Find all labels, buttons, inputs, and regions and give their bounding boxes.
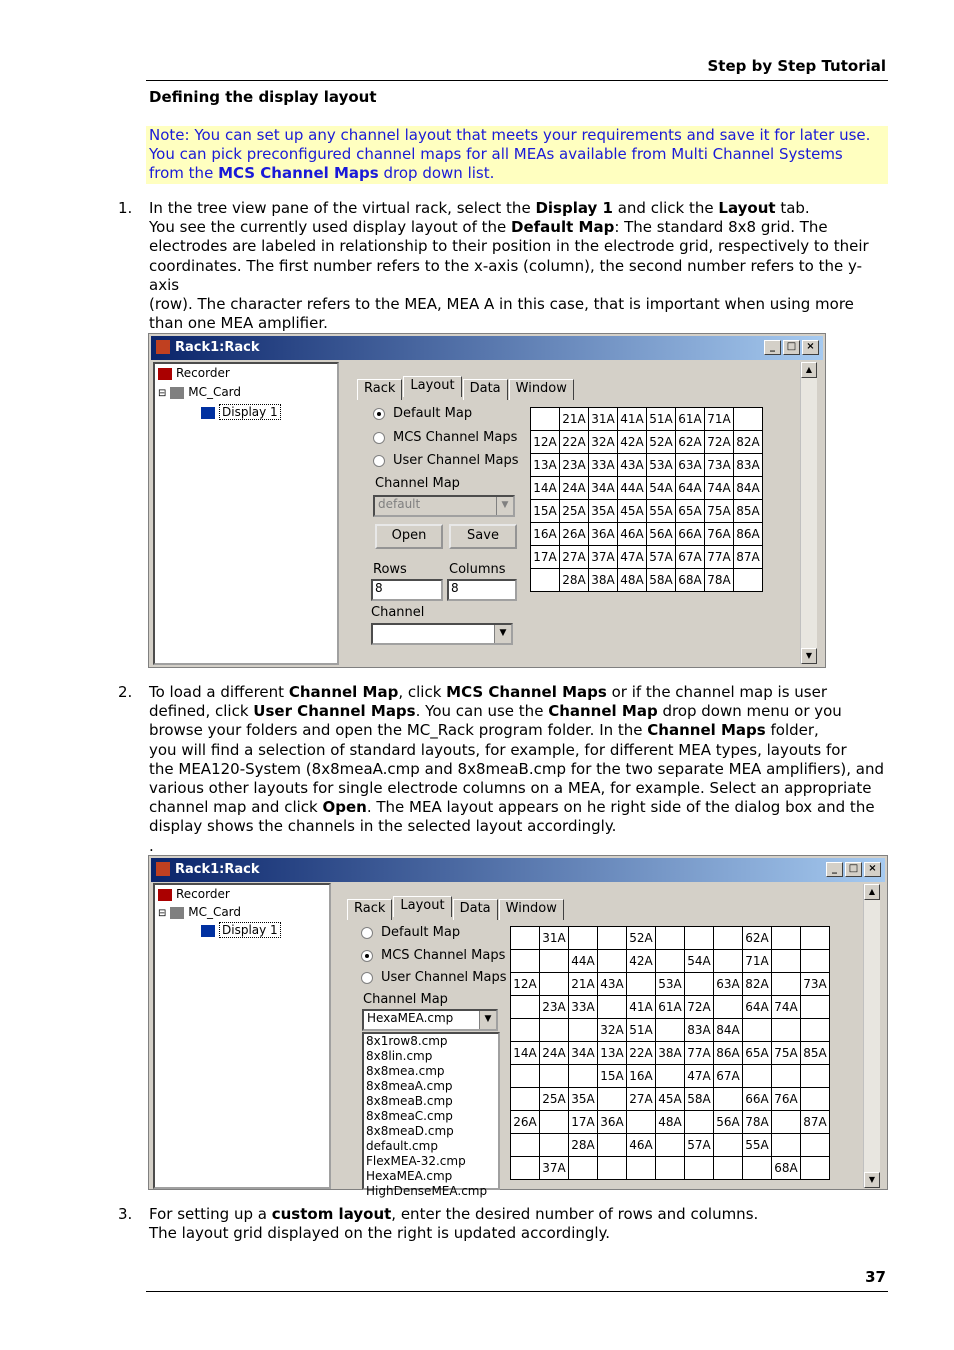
grid-cell: 13A <box>531 454 560 477</box>
grid-cell <box>531 569 560 592</box>
grid-cell: 37A <box>540 1157 569 1180</box>
grid-row <box>531 569 763 592</box>
step-2-text: To load a different Channel Map, click MCS Channel Maps or if the channel map is user defined, click User Channel Maps. You can use the Channel Map drop down menu or you browse your folders and open the MC_Rack program folder. In the Channel Maps folder, you will find a selection of standard layouts, for example, for different MEA types, layouts for the MEA120-System (8x8meaA.cmp and 8x8meaB.cmp for the two separate MEA amplifiers), and various other layouts for single electrode columns on a MEA, for example. Select an appropriate channel map and click Open. The MEA layout appears on he right side of the dialog box and the display shows the channels in the selected layout accordingly. . <box>149 683 885 855</box>
grid-cell: 42A <box>618 431 647 454</box>
grid-row <box>531 546 763 569</box>
grid-cell: 82A <box>743 973 772 996</box>
grid-cell: 51A <box>627 1019 656 1042</box>
grid-cell <box>598 950 627 973</box>
grid-cell: 27A <box>627 1088 656 1111</box>
grid-cell: 45A <box>656 1088 685 1111</box>
grid-cell: 68A <box>676 569 705 592</box>
grid-cell <box>801 927 830 950</box>
grid-cell: 66A <box>743 1088 772 1111</box>
grid-cell: 31A <box>540 927 569 950</box>
radio-mcs-channel-maps[interactable]: MCS Channel Maps <box>361 948 505 963</box>
grid-cell <box>511 1065 540 1088</box>
grid-cell <box>540 973 569 996</box>
note-line-1: Note: You can set up any channel layout that meets your requirements and save it for later use. <box>149 126 871 144</box>
list-item[interactable]: FlexMEA-32.cmp <box>366 1154 466 1168</box>
grid-cell: 75A <box>705 500 734 523</box>
window-title: Rack1:Rack <box>175 862 260 877</box>
grid-cell: 21A <box>569 973 598 996</box>
grid-cell: 35A <box>569 1088 598 1111</box>
grid-cell <box>714 1088 743 1111</box>
channel-dropdown[interactable] <box>371 623 513 645</box>
grid-cell <box>598 927 627 950</box>
grid-cell <box>511 950 540 973</box>
radio-user-channel-maps[interactable]: User Channel Maps <box>373 453 518 468</box>
grid-cell <box>531 408 560 431</box>
grid-cell: 35A <box>589 500 618 523</box>
grid-cell: 34A <box>569 1042 598 1065</box>
grid-cell: 77A <box>705 546 734 569</box>
tree-item-mc-card[interactable]: ⊟ MC_Card <box>158 385 242 399</box>
grid-cell: 27A <box>560 546 589 569</box>
grid-cell: 25A <box>540 1088 569 1111</box>
channel-map-dropdown[interactable]: default ▼ <box>373 495 515 517</box>
grid-cell: 73A <box>705 454 734 477</box>
grid-row <box>511 1042 830 1065</box>
grid-cell <box>569 1019 598 1042</box>
note-line-2: You can pick preconfigured channel maps for all MEAs available from Multi Channel Systems <box>149 145 843 164</box>
grid-cell: 72A <box>685 996 714 1019</box>
grid-row <box>511 1111 830 1134</box>
tab-data[interactable]: Data <box>463 379 508 400</box>
tab-window[interactable]: Window <box>509 379 574 400</box>
grid-cell: 47A <box>685 1065 714 1088</box>
grid-cell: 45A <box>618 500 647 523</box>
tree-item-mc-card[interactable]: ⊟ MC_Card <box>158 905 242 919</box>
tree-item-recorder[interactable]: Recorder <box>158 887 230 901</box>
grid-cell: 77A <box>685 1042 714 1065</box>
grid-cell: 63A <box>676 454 705 477</box>
chevron-down-icon: ▼ <box>496 497 513 515</box>
tab-rack[interactable]: Rack <box>347 899 392 920</box>
grid-cell: 32A <box>589 431 618 454</box>
section-header: Step by Step Tutorial <box>707 57 886 75</box>
grid-cell: 48A <box>656 1111 685 1134</box>
grid-cell <box>772 973 801 996</box>
rack-window-2 <box>148 855 888 1198</box>
save-button[interactable]: Save <box>449 524 517 549</box>
tab-window[interactable]: Window <box>499 899 564 920</box>
grid-cell: 57A <box>685 1134 714 1157</box>
grid-cell: 62A <box>676 431 705 454</box>
note-line-3: from the MCS Channel Maps drop down list. <box>149 164 495 183</box>
grid-cell <box>627 1157 656 1180</box>
grid-cell: 47A <box>618 546 647 569</box>
tab-layout[interactable]: Layout <box>403 376 461 397</box>
grid-cell <box>801 1134 830 1157</box>
card-icon <box>170 907 184 919</box>
grid-cell: 76A <box>705 523 734 546</box>
grid-cell: 33A <box>589 454 618 477</box>
grid-cell: 17A <box>569 1111 598 1134</box>
step-3-number: 3. <box>118 1205 133 1223</box>
grid-cell <box>714 996 743 1019</box>
grid-row <box>511 1157 830 1180</box>
grid-cell: 52A <box>627 927 656 950</box>
grid-cell <box>743 1019 772 1042</box>
scroll-up-icon[interactable]: ▲ <box>864 884 880 900</box>
grid-cell: 65A <box>676 500 705 523</box>
grid-cell: 67A <box>714 1065 743 1088</box>
grid-cell: 16A <box>627 1065 656 1088</box>
grid-cell <box>511 1134 540 1157</box>
grid-cell <box>540 950 569 973</box>
grid-cell: 12A <box>511 973 540 996</box>
grid-cell: 74A <box>772 996 801 1019</box>
grid-row <box>531 523 763 546</box>
grid-cell: 57A <box>647 546 676 569</box>
grid-cell <box>511 1088 540 1111</box>
grid-cell: 41A <box>627 996 656 1019</box>
channel-map-label: Channel Map <box>363 992 448 1007</box>
grid-cell <box>598 996 627 1019</box>
maximize-button[interactable]: □ <box>845 862 862 877</box>
grid-cell <box>656 1065 685 1088</box>
tab-bar <box>357 379 575 400</box>
grid-cell: 12A <box>531 431 560 454</box>
grid-cell <box>772 1134 801 1157</box>
grid-cell <box>598 1134 627 1157</box>
grid-cell: 43A <box>598 973 627 996</box>
columns-label: Columns <box>449 562 506 577</box>
channel-map-label: Channel Map <box>375 476 460 491</box>
grid-cell: 85A <box>734 500 763 523</box>
grid-cell <box>685 927 714 950</box>
grid-cell: 26A <box>511 1111 540 1134</box>
scroll-down-icon[interactable]: ▼ <box>864 1172 880 1188</box>
display-icon <box>201 925 215 937</box>
grid-cell: 32A <box>598 1019 627 1042</box>
scrollbar[interactable] <box>863 884 880 1188</box>
grid-cell <box>714 927 743 950</box>
grid-cell: 84A <box>714 1019 743 1042</box>
grid-cell: 84A <box>734 477 763 500</box>
grid-row <box>511 927 830 950</box>
grid-cell <box>801 1065 830 1088</box>
grid-cell <box>656 1134 685 1157</box>
grid-cell <box>540 1065 569 1088</box>
channel-map-dropdown[interactable]: HexaMEA.cmp ▼ <box>362 1009 498 1031</box>
grid-cell: 51A <box>647 408 676 431</box>
step-2-number: 2. <box>118 683 133 701</box>
grid-row <box>511 996 830 1019</box>
grid-cell <box>714 1157 743 1180</box>
grid-cell: 86A <box>734 523 763 546</box>
grid-cell: 72A <box>705 431 734 454</box>
grid-cell <box>772 1065 801 1088</box>
grid-row <box>531 431 763 454</box>
chevron-down-icon: ▼ <box>494 625 511 643</box>
grid-row <box>511 950 830 973</box>
window-title: Rack1:Rack <box>175 340 260 355</box>
window-titlebar <box>151 336 823 360</box>
grid-cell <box>598 1088 627 1111</box>
grid-cell: 46A <box>627 1134 656 1157</box>
columns-input[interactable]: 8 <box>447 579 517 601</box>
grid-cell: 23A <box>560 454 589 477</box>
grid-cell: 14A <box>531 477 560 500</box>
minimize-button[interactable]: _ <box>764 340 781 355</box>
tab-bar <box>347 899 565 920</box>
grid-cell <box>801 1019 830 1042</box>
grid-cell: 25A <box>560 500 589 523</box>
grid-cell <box>569 1157 598 1180</box>
step-1-number: 1. <box>118 199 133 217</box>
grid-cell: 48A <box>618 569 647 592</box>
grid-row <box>531 500 763 523</box>
page-number: 37 <box>865 1268 886 1286</box>
grid-cell <box>801 950 830 973</box>
grid-row <box>531 408 763 431</box>
grid-row <box>511 1088 830 1111</box>
grid-cell: 83A <box>734 454 763 477</box>
grid-cell: 58A <box>685 1088 714 1111</box>
tree-item-display-1[interactable]: Display 1 <box>201 923 281 937</box>
tab-rack[interactable]: Rack <box>357 379 402 400</box>
grid-cell: 31A <box>589 408 618 431</box>
grid-cell: 55A <box>743 1134 772 1157</box>
grid-cell: 15A <box>531 500 560 523</box>
grid-cell <box>734 408 763 431</box>
grid-cell <box>685 1111 714 1134</box>
close-button[interactable]: × <box>864 862 881 877</box>
grid-cell <box>772 1111 801 1134</box>
grid-cell: 16A <box>531 523 560 546</box>
grid-row <box>511 1019 830 1042</box>
layout-grid <box>510 926 830 1180</box>
grid-cell <box>656 1157 685 1180</box>
grid-cell: 61A <box>676 408 705 431</box>
scroll-up-icon[interactable]: ▲ <box>801 362 817 378</box>
grid-cell: 41A <box>618 408 647 431</box>
list-item[interactable]: 8x8meaD.cmp <box>366 1124 454 1138</box>
grid-cell: 36A <box>589 523 618 546</box>
grid-cell: 28A <box>569 1134 598 1157</box>
header-rule <box>146 80 888 81</box>
window-titlebar <box>151 858 885 882</box>
grid-cell: 54A <box>685 950 714 973</box>
app-icon <box>156 862 170 876</box>
grid-cell <box>656 1019 685 1042</box>
chevron-down-icon: ▼ <box>479 1011 496 1029</box>
grid-cell: 15A <box>598 1065 627 1088</box>
minimize-button[interactable]: _ <box>826 862 843 877</box>
scroll-down-icon[interactable]: ▼ <box>801 648 817 664</box>
list-item[interactable]: 8x1row8.cmp <box>366 1034 448 1048</box>
open-button[interactable]: Open <box>375 524 443 549</box>
rows-input[interactable]: 8 <box>371 579 443 601</box>
grid-cell: 52A <box>647 431 676 454</box>
list-item[interactable]: 8x8lin.cmp <box>366 1049 433 1063</box>
grid-cell <box>714 1134 743 1157</box>
grid-cell <box>743 1065 772 1088</box>
grid-cell <box>598 1157 627 1180</box>
list-item[interactable]: 8x8meaA.cmp <box>366 1079 453 1093</box>
grid-cell: 62A <box>743 927 772 950</box>
grid-cell <box>511 996 540 1019</box>
grid-row <box>511 1065 830 1088</box>
grid-cell: 22A <box>627 1042 656 1065</box>
grid-cell <box>656 950 685 973</box>
grid-cell <box>714 950 743 973</box>
grid-cell <box>540 1019 569 1042</box>
grid-cell: 36A <box>598 1111 627 1134</box>
rack-window-1 <box>148 333 826 668</box>
grid-cell: 21A <box>560 408 589 431</box>
grid-row <box>531 454 763 477</box>
grid-cell <box>772 927 801 950</box>
layout-grid <box>530 407 763 592</box>
grid-cell <box>801 996 830 1019</box>
app-icon <box>156 340 170 354</box>
list-item[interactable]: 8x8mea.cmp <box>366 1064 445 1078</box>
grid-cell: 42A <box>627 950 656 973</box>
grid-cell: 44A <box>618 477 647 500</box>
grid-cell: 26A <box>560 523 589 546</box>
grid-row <box>511 973 830 996</box>
grid-cell <box>569 1065 598 1088</box>
radio-default-map[interactable]: Default Map <box>361 925 460 940</box>
grid-cell <box>772 950 801 973</box>
grid-cell: 64A <box>676 477 705 500</box>
grid-cell: 87A <box>734 546 763 569</box>
grid-cell: 68A <box>772 1157 801 1180</box>
grid-cell: 78A <box>705 569 734 592</box>
grid-cell: 67A <box>676 546 705 569</box>
list-item[interactable]: HexaMEA.cmp <box>366 1169 453 1183</box>
grid-cell: 64A <box>743 996 772 1019</box>
grid-cell <box>743 1157 772 1180</box>
tree-pane[interactable] <box>153 883 331 1189</box>
grid-cell: 13A <box>598 1042 627 1065</box>
grid-cell: 46A <box>618 523 647 546</box>
grid-cell: 22A <box>560 431 589 454</box>
list-item[interactable]: default.cmp <box>366 1139 438 1153</box>
radio-default-map[interactable]: Default Map <box>373 406 472 421</box>
grid-cell: 71A <box>705 408 734 431</box>
grid-cell: 54A <box>647 477 676 500</box>
grid-cell: 86A <box>714 1042 743 1065</box>
grid-cell: 82A <box>734 431 763 454</box>
grid-cell <box>511 927 540 950</box>
grid-cell: 55A <box>647 500 676 523</box>
grid-cell: 66A <box>676 523 705 546</box>
grid-cell <box>627 1111 656 1134</box>
tree-item-display-1[interactable]: Display 1 <box>201 405 281 419</box>
channel-map-list[interactable] <box>362 1032 500 1198</box>
grid-cell: 58A <box>647 569 676 592</box>
radio-mcs-channel-maps[interactable]: MCS Channel Maps <box>373 430 517 445</box>
grid-row <box>531 477 763 500</box>
tab-data[interactable]: Data <box>453 899 498 920</box>
grid-cell: 37A <box>589 546 618 569</box>
grid-cell <box>511 1019 540 1042</box>
grid-cell: 71A <box>743 950 772 973</box>
grid-cell: 24A <box>560 477 589 500</box>
rows-label: Rows <box>373 562 407 577</box>
grid-cell <box>511 1157 540 1180</box>
grid-cell: 14A <box>511 1042 540 1065</box>
list-item[interactable]: 8x8meaB.cmp <box>366 1094 453 1108</box>
grid-cell: 65A <box>743 1042 772 1065</box>
grid-cell: 23A <box>540 996 569 1019</box>
grid-cell: 56A <box>647 523 676 546</box>
recorder-icon <box>158 889 172 901</box>
grid-cell: 78A <box>743 1111 772 1134</box>
grid-cell <box>801 1088 830 1111</box>
note-box <box>146 126 888 184</box>
grid-cell: 83A <box>685 1019 714 1042</box>
grid-cell <box>772 1019 801 1042</box>
grid-cell <box>685 1157 714 1180</box>
recorder-icon <box>158 368 172 380</box>
grid-cell: 74A <box>705 477 734 500</box>
grid-cell <box>569 927 598 950</box>
maximize-button[interactable]: □ <box>783 340 800 355</box>
list-item[interactable]: 8x8meaC.cmp <box>366 1109 453 1123</box>
grid-cell: 61A <box>656 996 685 1019</box>
channel-label: Channel <box>371 605 425 620</box>
grid-row <box>511 1134 830 1157</box>
footer-rule <box>146 1291 888 1292</box>
grid-cell: 75A <box>772 1042 801 1065</box>
grid-cell <box>801 1157 830 1180</box>
grid-cell: 73A <box>801 973 830 996</box>
grid-cell: 85A <box>801 1042 830 1065</box>
grid-cell <box>656 927 685 950</box>
grid-cell: 53A <box>656 973 685 996</box>
grid-cell <box>540 1134 569 1157</box>
card-icon <box>170 387 184 399</box>
grid-cell <box>734 569 763 592</box>
section-heading: Defining the display layout <box>149 88 377 106</box>
grid-cell: 43A <box>618 454 647 477</box>
list-item[interactable]: HighDenseMEA.cmp <box>366 1184 488 1198</box>
tree-pane[interactable] <box>153 362 339 665</box>
radio-user-channel-maps[interactable]: User Channel Maps <box>361 970 506 985</box>
grid-cell: 33A <box>569 996 598 1019</box>
close-button[interactable]: × <box>802 340 819 355</box>
grid-cell: 44A <box>569 950 598 973</box>
grid-cell <box>540 1111 569 1134</box>
grid-cell: 53A <box>647 454 676 477</box>
step-3-text: For setting up a custom layout, enter the desired number of rows and columns. The layout grid displayed on the right is updated accordingly. <box>149 1205 759 1243</box>
grid-cell: 17A <box>531 546 560 569</box>
grid-cell: 63A <box>714 973 743 996</box>
grid-cell: 24A <box>540 1042 569 1065</box>
scrollbar[interactable] <box>800 362 817 664</box>
grid-cell <box>685 973 714 996</box>
grid-cell: 28A <box>560 569 589 592</box>
tree-item-recorder[interactable]: Recorder <box>158 366 230 380</box>
grid-cell <box>627 973 656 996</box>
step-1-text: In the tree view pane of the virtual rack, select the Display 1 and click the Layout tab. You see the currently used display layout of the Default Map: The standard 8x8 grid. The electrodes are labeled in relationship to their position in the electrode grid, respectively to their coordinates. The first number refers to the x-axis (column), the second number refers to the y-axis (row). The character refers to the MEA, MEA A in this case, that is important when using more than one MEA amplifier. <box>149 199 869 333</box>
grid-cell: 38A <box>589 569 618 592</box>
grid-cell: 56A <box>714 1111 743 1134</box>
grid-cell: 34A <box>589 477 618 500</box>
display-icon <box>201 407 215 419</box>
tab-layout[interactable]: Layout <box>393 896 451 917</box>
grid-cell: 76A <box>772 1088 801 1111</box>
grid-cell: 87A <box>801 1111 830 1134</box>
grid-cell: 38A <box>656 1042 685 1065</box>
